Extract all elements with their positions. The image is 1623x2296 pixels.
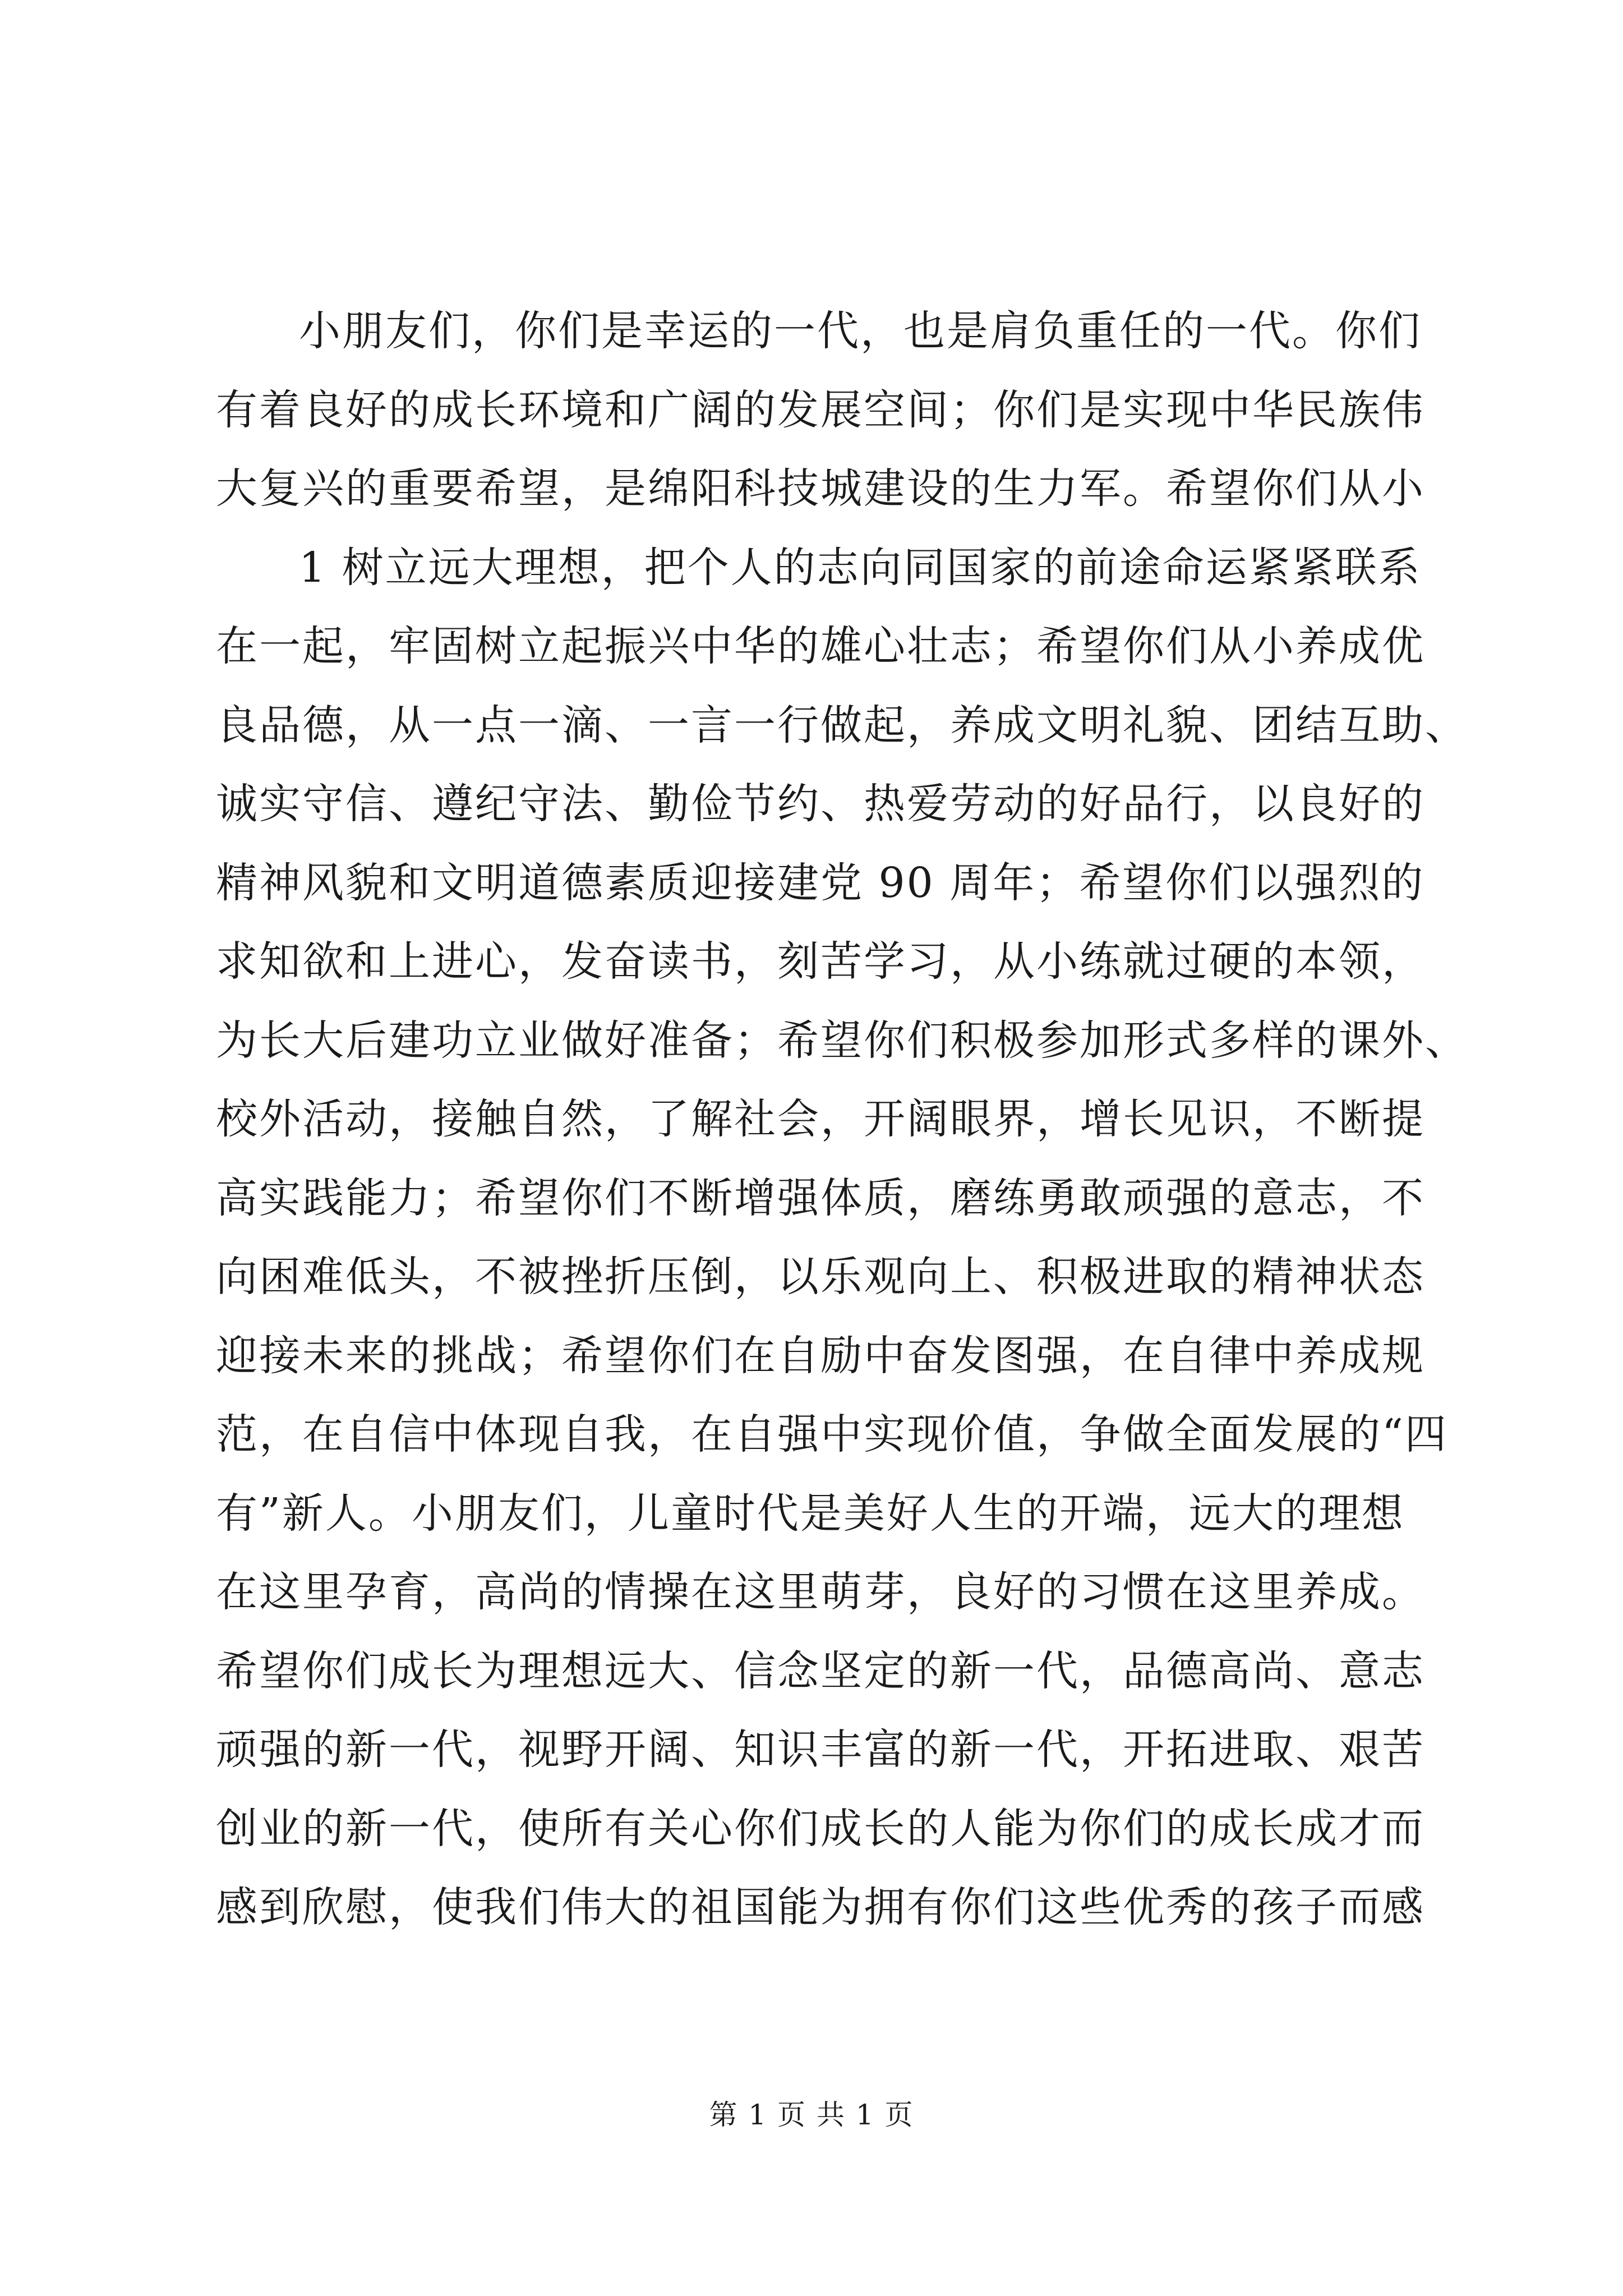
text-line: 求知欲和上进心，发奋读书，刻苦学习，从小练就过硬的本领， (216, 937, 1425, 986)
text-line: 高实践能力；希望你们不断增强体质，磨练勇敢顽强的意志，不 (216, 1174, 1425, 1222)
text-line: 校外活动，接触自然，了解社会，开阔眼界，增长见识，不断提 (216, 1095, 1425, 1143)
text-line: 顽强的新一代，视野开阔、知识丰富的新一代，开拓进取、艰苦 (216, 1726, 1425, 1774)
page-number-label: 第 1 页 共 1 页 (709, 2099, 914, 2131)
page-footer (0, 2095, 1623, 2134)
body-text (216, 292, 1468, 1947)
text-line: 小朋友们，你们是幸运的一代，也是肩负重任的一代。你们 (299, 307, 1422, 355)
text-line: 在这里孕育，高尚的情操在这里萌芽，良好的习惯在这里养成。 (216, 1568, 1425, 1616)
text-line: 向困难低头，不被挫折压倒，以乐观向上、积极进取的精神状态 (216, 1253, 1425, 1301)
text-line: 大复兴的重要希望，是绵阳科技城建设的生力军。希望你们从小 (216, 464, 1425, 513)
text-line: 精神风貌和文明道德素质迎接建党 90 周年；希望你们以强烈的 (216, 858, 1425, 907)
text-line: 创业的新一代，使所有关心你们成长的人能为你们的成长成才而 (216, 1804, 1425, 1853)
text-line: 良品德，从一点一滴、一言一行做起，养成文明礼貌、团结互助、 (216, 701, 1468, 749)
text-line: 为长大后建功立业做好准备；希望你们积极参加形式多样的课外、 (216, 1016, 1468, 1065)
text-line: 诚实守信、遵纪守法、勤俭节约、热爱劳动的好品行，以良好的 (216, 780, 1425, 828)
text-line: 迎接未来的挑战；希望你们在自励中奋发图强，在自律中养成规 (216, 1331, 1425, 1380)
text-line: 有着良好的成长环境和广阔的发展空间；你们是实现中华民族伟 (216, 385, 1425, 434)
text-line: 感到欣慰，使我们伟大的祖国能为拥有你们这些优秀的孩子而感 (216, 1883, 1425, 1931)
text-line: 有”新人。小朋友们，儿童时代是美好人生的开端，远大的理想 (216, 1489, 1405, 1538)
text-line: 在一起，牢固树立起振兴中华的雄心壮志；希望你们从小养成优 (216, 622, 1425, 670)
text-line: 范，在自信中体现自我，在自强中实现价值，争做全面发展的“四 (216, 1410, 1448, 1458)
text-line: 1 树立远大理想，把个人的志向同国家的前途命运紧紧联系 (299, 543, 1422, 592)
text-line: 希望你们成长为理想远大、信念坚定的新一代，品德高尚、意志 (216, 1646, 1425, 1695)
